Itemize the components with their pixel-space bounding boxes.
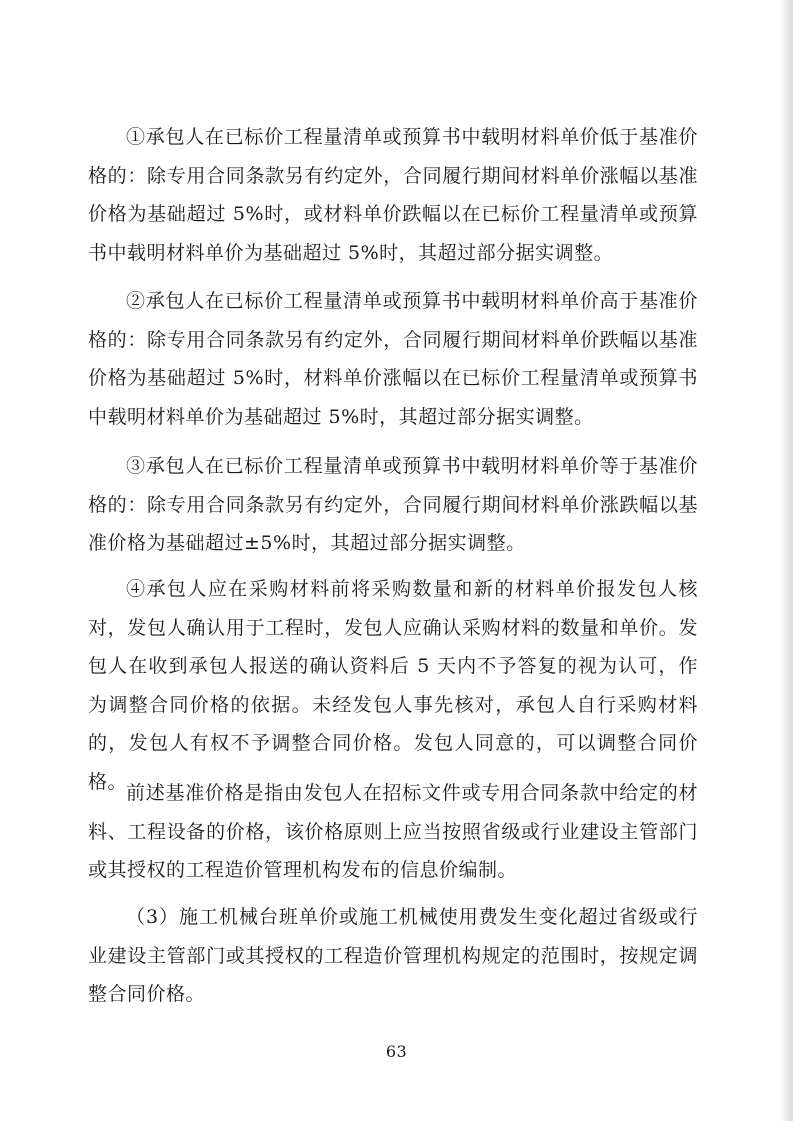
paragraph-item-2: ②承包人在已标价工程量清单或预算书中载明材料单价高于基准价格的：除专用合同条款另有约定外，合同履行期间材料单价跌幅以基准价格为基础超过 5%时，材料单价涨幅以在已标价工程量清单或预算书中载明材料单价为基础超过 5%时，其超过部分据实调整。 xyxy=(88,290,698,428)
paragraph-item-4: ④承包人应在采购材料前将采购数量和新的材料单价报发包人核对，发包人确认用于工程时，发包人应确认采购材料的数量和单价。发包人在收到承包人报送的确认资料后 5 天内不予答复的视为认可，作为调整合同价格的依据。未经发包人事先核对，承包人自行采购材料的，发包人有权不予调整合同价格。发包人同意的，可以调整合同价格。 xyxy=(88,578,698,793)
scan-edge-shadow xyxy=(779,0,793,1121)
paragraph-item-3: ③承包人在已标价工程量清单或预算书中载明材料单价等于基准价格的：除专用合同条款另有约定外，合同履行期间材料单价涨跌幅以基准价格为基础超过±5%时，其超过部分据实调整。 xyxy=(88,455,698,555)
paragraph-item-1: ①承包人在已标价工程量清单或预算书中载明材料单价低于基准价格的：除专用合同条款另有约定外，合同履行期间材料单价涨幅以基准价格为基础超过 5%时，或材料单价跌幅以在已标价工程量清单或预算书中载明材料单价为基础超过 5%时，其超过部分据实调整。 xyxy=(88,126,698,264)
paragraph-base-price: 前述基准价格是指由发包人在招标文件或专用合同条款中给定的材料、工程设备的价格，该价格原则上应当按照省级或行业建设主管部门或其授权的工程造价管理机构发布的信息价编制。 xyxy=(88,782,698,882)
page-number: 63 xyxy=(385,1042,408,1061)
paragraph-section-3: （3）施工机械台班单价或施工机械使用费发生变化超过省级或行业建设主管部门或其授权的工程造价管理机构规定的范围时，按规定调整合同价格。 xyxy=(88,906,698,1006)
